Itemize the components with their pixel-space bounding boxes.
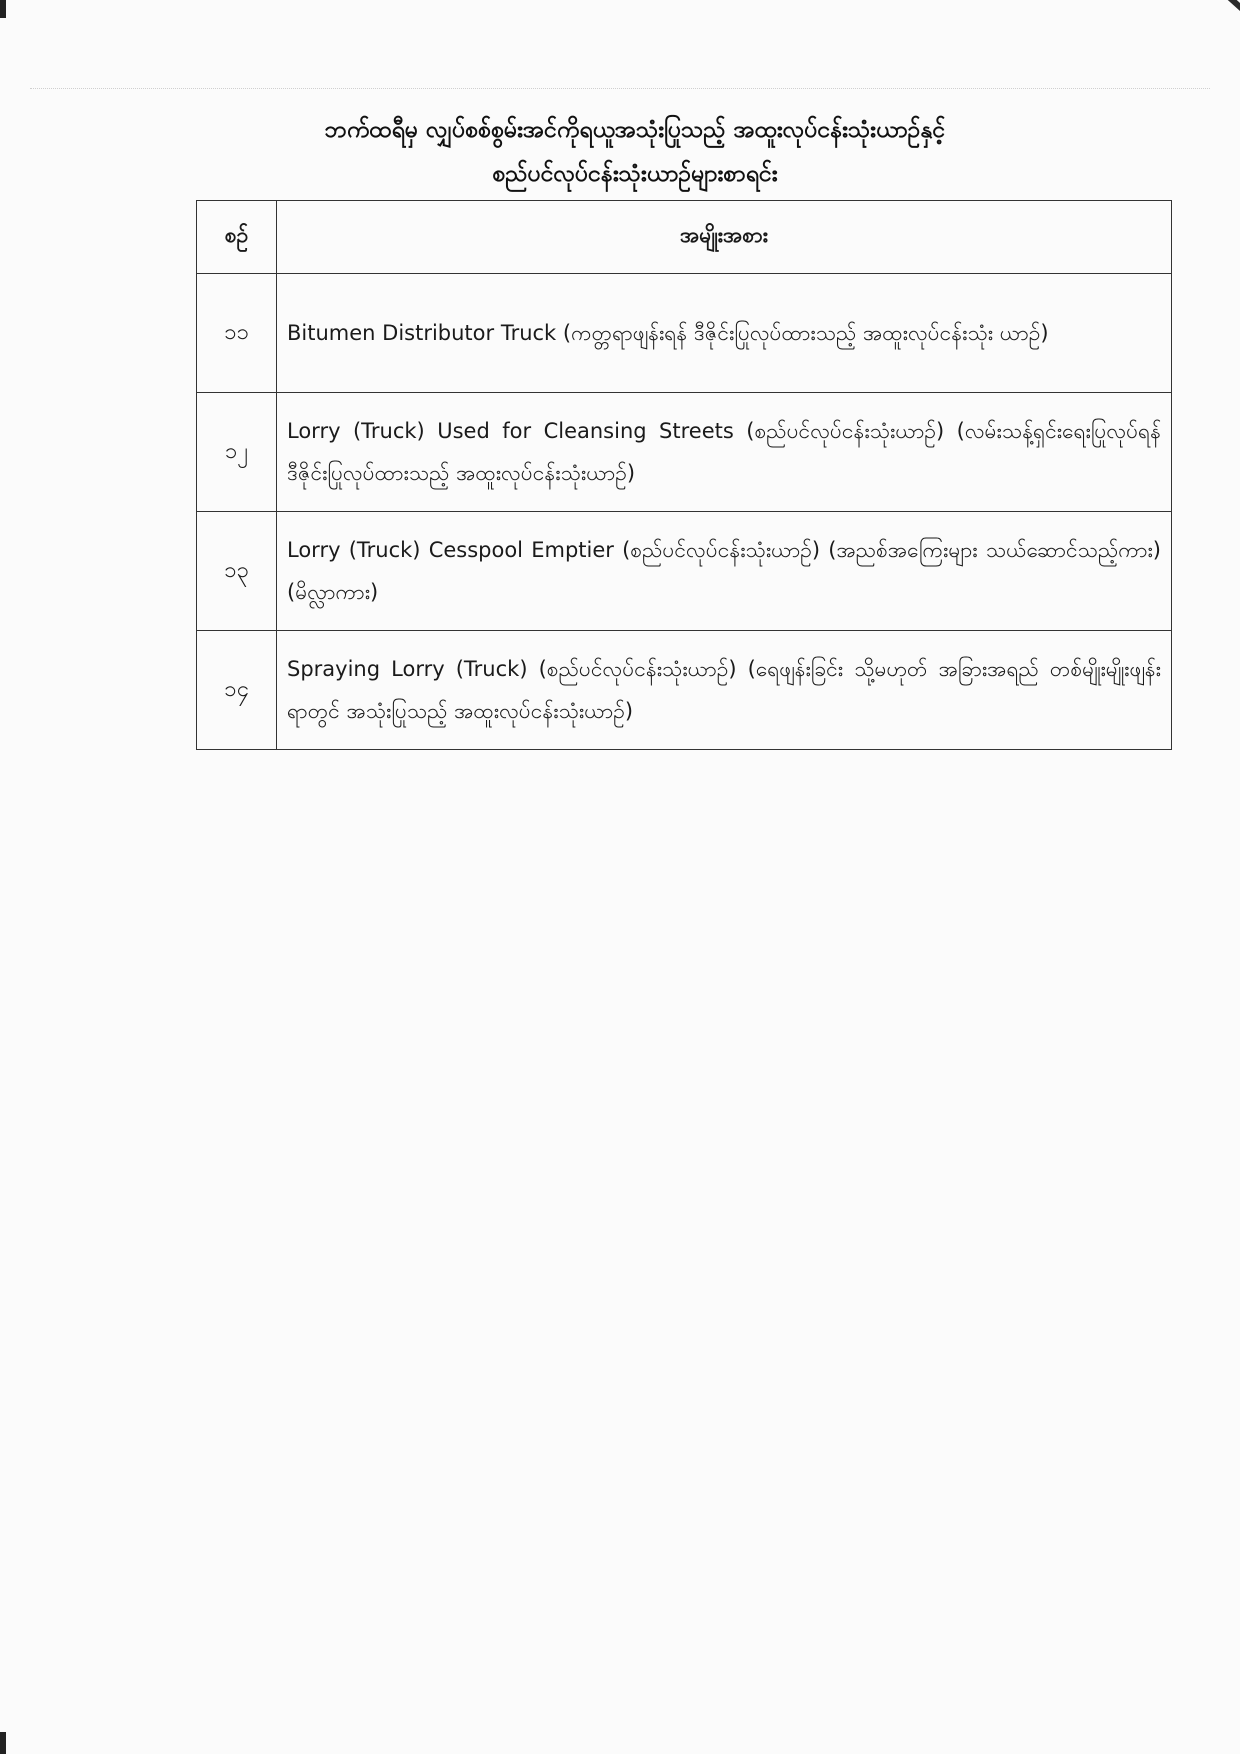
title-line-2: စည်ပင်လုပ်ငန်းသုံးယာဉ်များစာရင်း [492, 161, 778, 187]
row-number: ၁၄ [197, 631, 277, 750]
scan-edge-mark [0, 0, 6, 18]
table-row [197, 274, 1172, 393]
row-description: Lorry (Truck) Used for Cleansing Streets (စည်ပင်လုပ်ငန်းသုံးယာဉ်) (လမ်းသန့်ရှင်းရေးပြုလုပ်ရန် ဒီဇိုင်းပြုလုပ်ထားသည့် အထူးလုပ်ငန်းသုံးယာဉ်) [277, 393, 1172, 512]
table-row [197, 512, 1172, 631]
row-number: ၁၃ [197, 512, 277, 631]
title-line-1: ဘက်ထရီမှ လျှပ်စစ်စွမ်းအင်ကိုရယူအသုံးပြုသည့် အထူးလုပ်ငန်းသုံးယာဉ်နှင့် [324, 117, 946, 143]
header-number: စဉ် [197, 201, 277, 274]
scan-edge-mark [0, 1732, 6, 1754]
row-description: Bitumen Distributor Truck (ကတ္တရာဖျန်းရန် ဒီဇိုင်းပြုလုပ်ထားသည့် အထူးလုပ်ငန်းသုံး ယာဉ်) [277, 274, 1172, 393]
row-description: Lorry (Truck) Cesspool Emptier (စည်ပင်လုပ်ငန်းသုံးယာဉ်) (အညစ်အကြေးများ သယ်ဆောင်သည့်ကား) (မိလ္လာကား) [277, 512, 1172, 631]
row-number: ၁၁ [197, 274, 277, 393]
row-description: Spraying Lorry (Truck) (စည်ပင်လုပ်ငန်းသုံးယာဉ်) (ရေဖျန်းခြင်း သို့မဟုတ် အခြားအရည် တစ်မျိုးမျိုးဖျန်းရာတွင် အသုံးပြုသည့် အထူးလုပ်ငန်းသုံးယာဉ်) [277, 631, 1172, 750]
row-number: ၁၂ [197, 393, 277, 512]
vehicle-list-table [196, 200, 1172, 750]
scan-artifact-line [30, 88, 1210, 89]
header-category: အမျိုးအစား [277, 201, 1172, 274]
table-row [197, 393, 1172, 512]
table-header-row [197, 201, 1172, 274]
document-title [195, 108, 1075, 196]
table-row [197, 631, 1172, 750]
scan-corner-fold [1110, 0, 1240, 130]
